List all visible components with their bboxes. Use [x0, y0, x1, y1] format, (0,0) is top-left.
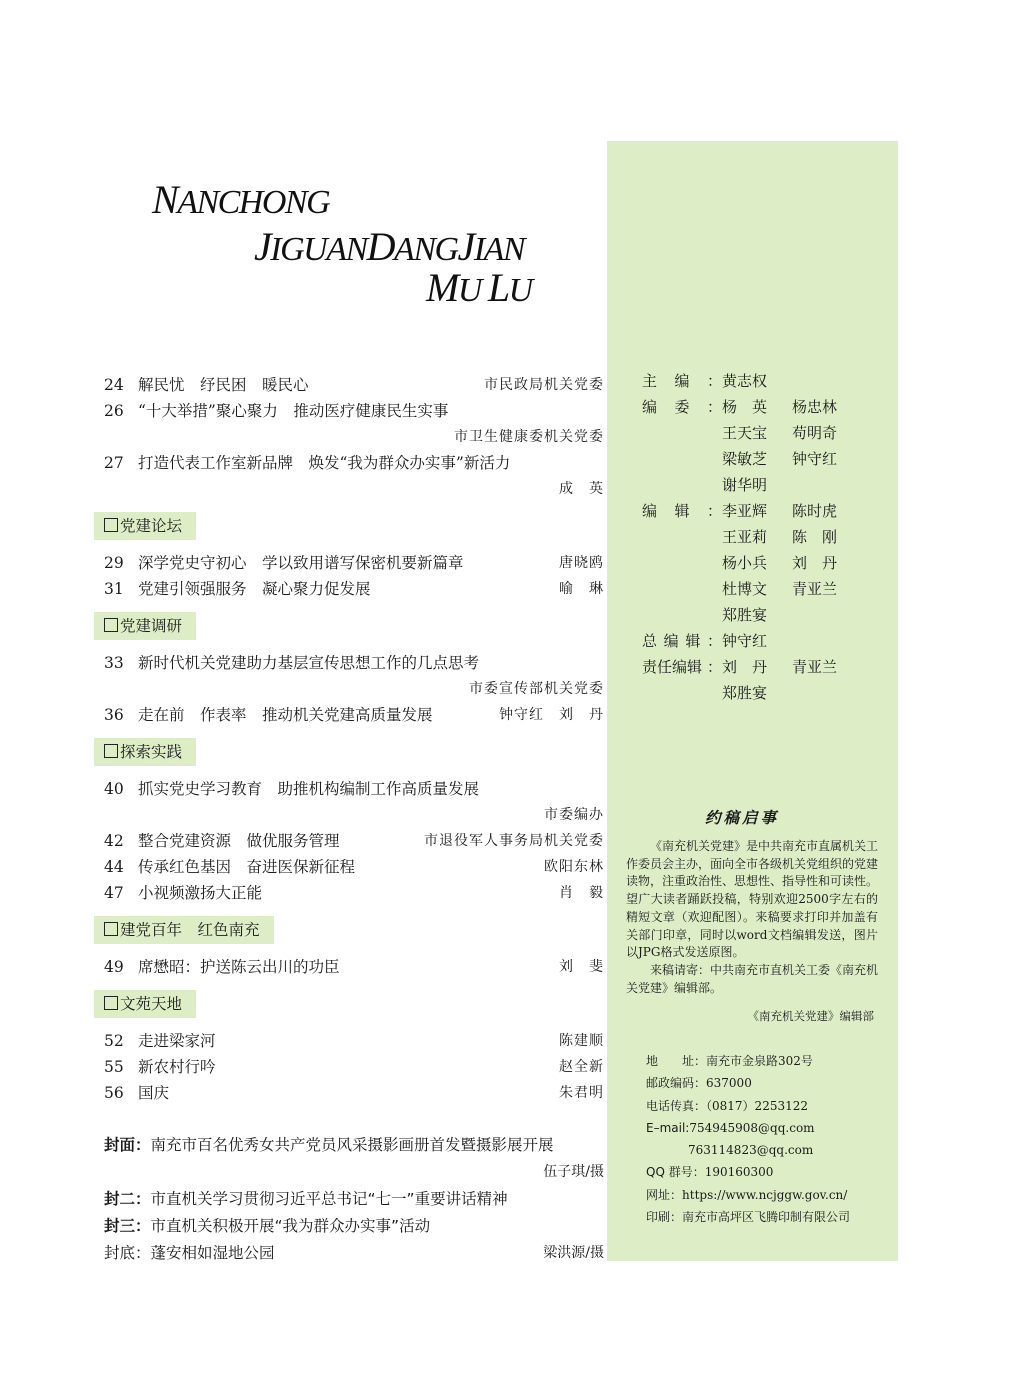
- toc-article-title: 席懋昭：护送陈云出川的功臣: [138, 958, 340, 976]
- toc-section-heading-text: 党建调研: [120, 617, 183, 635]
- back-cover-line: 封底：蓬安相如湿地公园 梁洪源/摄: [104, 1240, 604, 1267]
- staff-role-char: 编: [674, 372, 690, 390]
- toc-section-heading: [94, 990, 196, 1018]
- toc-article-byline: 市委宣传部机关党委: [469, 681, 604, 697]
- toc-page-number: 24: [104, 376, 124, 394]
- call-for-papers-title: 约稿启事: [705, 809, 780, 827]
- staff-role-label: [642, 602, 722, 628]
- masthead-line-jiguandangjian: JIGUANDANGJIAN: [254, 224, 525, 269]
- toc-section-heading: [94, 512, 196, 540]
- toc-article-author: 市退役军人事务局机关党委: [424, 833, 604, 849]
- staff-role-char: 辑: [685, 632, 701, 650]
- toc-article-author: 朱君明: [559, 1085, 604, 1101]
- toc-article-author: 刘 斐: [559, 959, 604, 975]
- staff-name: 李亚辉: [722, 502, 768, 520]
- call-for-papers-para1: 《南充机关党建》是中共南充市直属机关工作委员会主办，面向全市各级机关党组织的党建读物，注重政治性、思想性、指导性和可读性。望广大读者踊跃投稿，特别欢迎2500字左右的精短文章（欢迎配图）。来稿要求打印并加盖有关部门印章，同时以word文档编辑发送，图片以JPG格式发送原图。: [626, 839, 879, 960]
- staff-role-char: 主: [642, 372, 658, 390]
- table-of-contents: [94, 372, 604, 1106]
- toc-entry: [94, 702, 604, 728]
- back-cover-credit: 梁洪源/摄: [543, 1245, 604, 1261]
- staff-name: 青亚兰: [792, 658, 838, 676]
- toc-article-title: 解民忧 纾民困 暖民心: [138, 376, 309, 394]
- toc-section: [94, 728, 604, 906]
- toc-article-author: 唐晓鸥: [559, 555, 604, 571]
- staff-names: [722, 550, 862, 576]
- staff-row: [642, 498, 862, 524]
- toc-page-number: 33: [104, 654, 124, 672]
- toc-section-heading: [94, 738, 196, 766]
- staff-role-colon: ：: [706, 398, 722, 416]
- toc-article-author: 赵全新: [559, 1059, 604, 1075]
- toc-article-byline: 市委编办: [544, 807, 604, 823]
- front-cover-line: 封面：南充市百名优秀女共产党员风采摄影画册首发暨摄影展开展: [104, 1136, 554, 1154]
- staff-name: 刘 丹: [792, 554, 838, 572]
- toc-entry: [94, 828, 604, 854]
- toc-article-author: 陈建顺: [559, 1033, 604, 1049]
- toc-article-title: 新农村行吟: [138, 1058, 216, 1076]
- staff-role-label: [642, 420, 722, 446]
- staff-role-label: [642, 472, 722, 498]
- staff-role-colon: ：: [706, 632, 722, 650]
- checkbox-square-icon: [104, 518, 118, 532]
- email-row-2: 763114823@qq.com: [688, 1143, 814, 1158]
- phone-row: 电话传真：（0817）2253122: [646, 1098, 808, 1113]
- toc-page-number: 55: [104, 1058, 124, 1076]
- staff-names: [722, 576, 862, 602]
- staff-name: 杜博文: [722, 580, 768, 598]
- staff-role-label: [642, 628, 722, 654]
- staff-role-colon: ：: [706, 372, 722, 390]
- front-cover-credit: 伍子琪/摄: [543, 1164, 604, 1180]
- address-row: 地 址：南充市金泉路302号: [646, 1054, 813, 1068]
- toc-article-title: 整合党建资源 做优服务管理: [138, 832, 340, 850]
- staff-name: 黄志权: [722, 372, 768, 390]
- toc-article-author: 喻 琳: [559, 581, 604, 597]
- staff-names: [722, 498, 862, 524]
- toc-section: [94, 980, 604, 1106]
- masthead-line-mulu: MU LU: [426, 265, 532, 310]
- toc-entry: [94, 372, 604, 398]
- staff-role-label: [642, 394, 722, 420]
- staff-name: 王天宝: [722, 424, 768, 442]
- staff-name: 苟明奇: [792, 424, 838, 442]
- toc-article-byline: 成 英: [559, 481, 604, 497]
- toc-page-number: 44: [104, 858, 124, 876]
- toc-page-number: 36: [104, 706, 124, 724]
- call-for-papers-signature: 《南充机关党建》编辑部: [747, 1009, 874, 1023]
- staff-role-label: [642, 550, 722, 576]
- staff-role-char: 编: [642, 502, 658, 520]
- staff-role-char: 委: [674, 398, 690, 416]
- staff-role-label: [642, 446, 722, 472]
- toc-article-title: 走在前 作表率 推动机关党建高质量发展: [138, 706, 433, 724]
- toc-entry: [94, 450, 604, 476]
- checkbox-square-icon: [104, 618, 118, 632]
- toc-page-number: 29: [104, 554, 124, 572]
- staff-row: [642, 680, 862, 706]
- staff-role-colon: ：: [706, 502, 722, 520]
- staff-row: [642, 446, 862, 472]
- staff-row: [642, 628, 862, 654]
- staff-names: [722, 420, 862, 446]
- toc-entry: [94, 854, 604, 880]
- toc-section: [94, 502, 604, 602]
- toc-article-author: 欧阳东林: [544, 859, 604, 875]
- toc-section-heading-text: 党建论坛: [120, 517, 183, 535]
- toc-entry: [94, 1080, 604, 1106]
- call-for-papers-body: [626, 838, 878, 997]
- staff-name: 陈时虎: [792, 502, 838, 520]
- staff-names: [722, 680, 792, 706]
- masthead-line-nanchong: NANCHONG: [152, 177, 330, 222]
- toc-section-heading: [94, 916, 274, 944]
- toc-page-number: 26: [104, 402, 124, 420]
- staff-role-char: 编: [663, 632, 679, 650]
- toc-article-title: 传承红色基因 奋进医保新征程: [138, 858, 356, 876]
- toc-page-number: 56: [104, 1084, 124, 1102]
- cover-credits: [104, 1132, 604, 1267]
- toc-article-title: “十大举措”聚心聚力 推动医疗健康民生实事: [138, 402, 449, 420]
- staff-role-char: 总: [642, 632, 658, 650]
- toc-page-number: 52: [104, 1032, 124, 1050]
- staff-role-label: [642, 498, 722, 524]
- staff-name: 刘 丹: [722, 658, 768, 676]
- toc-article-author: 钟守红 刘 丹: [499, 707, 604, 723]
- editorial-staff-list: [642, 368, 862, 706]
- staff-row: [642, 576, 862, 602]
- toc-section: [94, 906, 604, 980]
- staff-name: 钟守红: [792, 450, 838, 468]
- toc-article-title: 打造代表工作室新品牌 焕发“我为群众办实事”新活力: [138, 454, 511, 472]
- staff-row: [642, 420, 862, 446]
- staff-role-colon: ：: [706, 658, 722, 676]
- toc-article-author: 肖 毅: [559, 885, 604, 901]
- staff-names: [722, 654, 862, 680]
- toc-article-title: 国庆: [138, 1084, 170, 1102]
- toc-section-heading-text: 建党百年 红色南充: [120, 921, 260, 939]
- toc-article-title: 小视频激扬大正能: [138, 884, 263, 902]
- qq-row: QQ 群号：190160300: [646, 1165, 774, 1180]
- call-for-papers-para2: 来稿请寄：中共南充市直机关工委《南充机关党建》编辑部。: [626, 962, 879, 995]
- printer-row: 印刷：南充市高坪区飞腾印制有限公司: [646, 1210, 851, 1225]
- staff-role-char: 编: [642, 398, 658, 416]
- toc-entry: [94, 650, 604, 676]
- toc-page-number: 49: [104, 958, 124, 976]
- toc-entry: [94, 576, 604, 602]
- staff-role-char: 辑: [674, 502, 690, 520]
- staff-name: 杨忠林: [792, 398, 838, 416]
- toc-article-author: 市民政局机关党委: [484, 377, 604, 393]
- checkbox-square-icon: [104, 922, 118, 936]
- toc-page-number: 27: [104, 454, 124, 472]
- staff-role-label: [642, 680, 722, 706]
- staff-name: 陈 刚: [792, 528, 838, 546]
- toc-page-number: 47: [104, 884, 124, 902]
- toc-page-number: 42: [104, 832, 124, 850]
- toc-entry: [94, 880, 604, 906]
- cover-two-line: 封二：市直机关学习贯彻习近平总书记“七一”重要讲话精神: [104, 1190, 508, 1208]
- staff-name: 杨小兵: [722, 554, 768, 572]
- staff-role-char: 责任编辑: [642, 658, 703, 676]
- staff-names: [722, 524, 862, 550]
- staff-name: 杨 英: [722, 398, 768, 416]
- staff-name: 谢华明: [722, 476, 768, 494]
- email-row: E–mail:754945908@qq.com: [646, 1120, 815, 1135]
- toc-entry: [94, 954, 604, 980]
- staff-name: 郑胜宴: [722, 684, 768, 702]
- staff-name: 郑胜宴: [722, 606, 768, 624]
- toc-entry: [94, 398, 604, 424]
- toc-article-title: 深学党史守初心 学以致用谱写保密机要新篇章: [138, 554, 464, 572]
- toc-article-byline: 市卫生健康委机关党委: [454, 429, 604, 445]
- staff-row: [642, 524, 862, 550]
- toc-entry: [94, 776, 604, 802]
- cover-three-line: 封三：市直机关积极开展“我为群众办实事”活动: [104, 1217, 431, 1235]
- staff-row: [642, 394, 862, 420]
- checkbox-square-icon: [104, 744, 118, 758]
- staff-names: [722, 628, 792, 654]
- checkbox-square-icon: [104, 996, 118, 1010]
- staff-names: [722, 602, 792, 628]
- staff-name: 梁敏芝: [722, 450, 768, 468]
- staff-name: 王亚莉: [722, 528, 768, 546]
- staff-names: [722, 446, 862, 472]
- staff-role-label: [642, 524, 722, 550]
- toc-article-title: 党建引领强服务 凝心聚力促发展: [138, 580, 371, 598]
- staff-row: [642, 550, 862, 576]
- staff-row: [642, 368, 862, 394]
- staff-role-label: [642, 654, 722, 680]
- toc-article-title: 抓实党史学习教育 助推机构编制工作高质量发展: [138, 780, 480, 798]
- toc-article-title: 新时代机关党建助力基层宣传思想工作的几点思考: [138, 654, 480, 672]
- toc-entry: [94, 1028, 604, 1054]
- toc-section-heading-text: 文苑天地: [120, 995, 183, 1013]
- toc-article-title: 走进梁家河: [138, 1032, 216, 1050]
- staff-role-label: [642, 576, 722, 602]
- website-row: 网址：https://www.ncjggw.gov.cn/: [646, 1187, 848, 1202]
- toc-entry: [94, 550, 604, 576]
- toc-section-heading-text: 探索实践: [120, 743, 183, 761]
- staff-names: [722, 368, 792, 394]
- staff-names: [722, 472, 792, 498]
- toc-section-heading: [94, 612, 196, 640]
- staff-role-label: [642, 368, 722, 394]
- staff-names: [722, 394, 862, 420]
- staff-row: [642, 654, 862, 680]
- toc-page-number: 40: [104, 780, 124, 798]
- toc-entry: [94, 1054, 604, 1080]
- toc-section: [94, 602, 604, 728]
- toc-page-number: 31: [104, 580, 124, 598]
- staff-name: 青亚兰: [792, 580, 838, 598]
- staff-row: [642, 602, 862, 628]
- contact-info: [646, 1050, 850, 1228]
- postcode-row: 邮政编码：637000: [646, 1076, 752, 1091]
- staff-name: 钟守红: [722, 632, 768, 650]
- staff-row: [642, 472, 862, 498]
